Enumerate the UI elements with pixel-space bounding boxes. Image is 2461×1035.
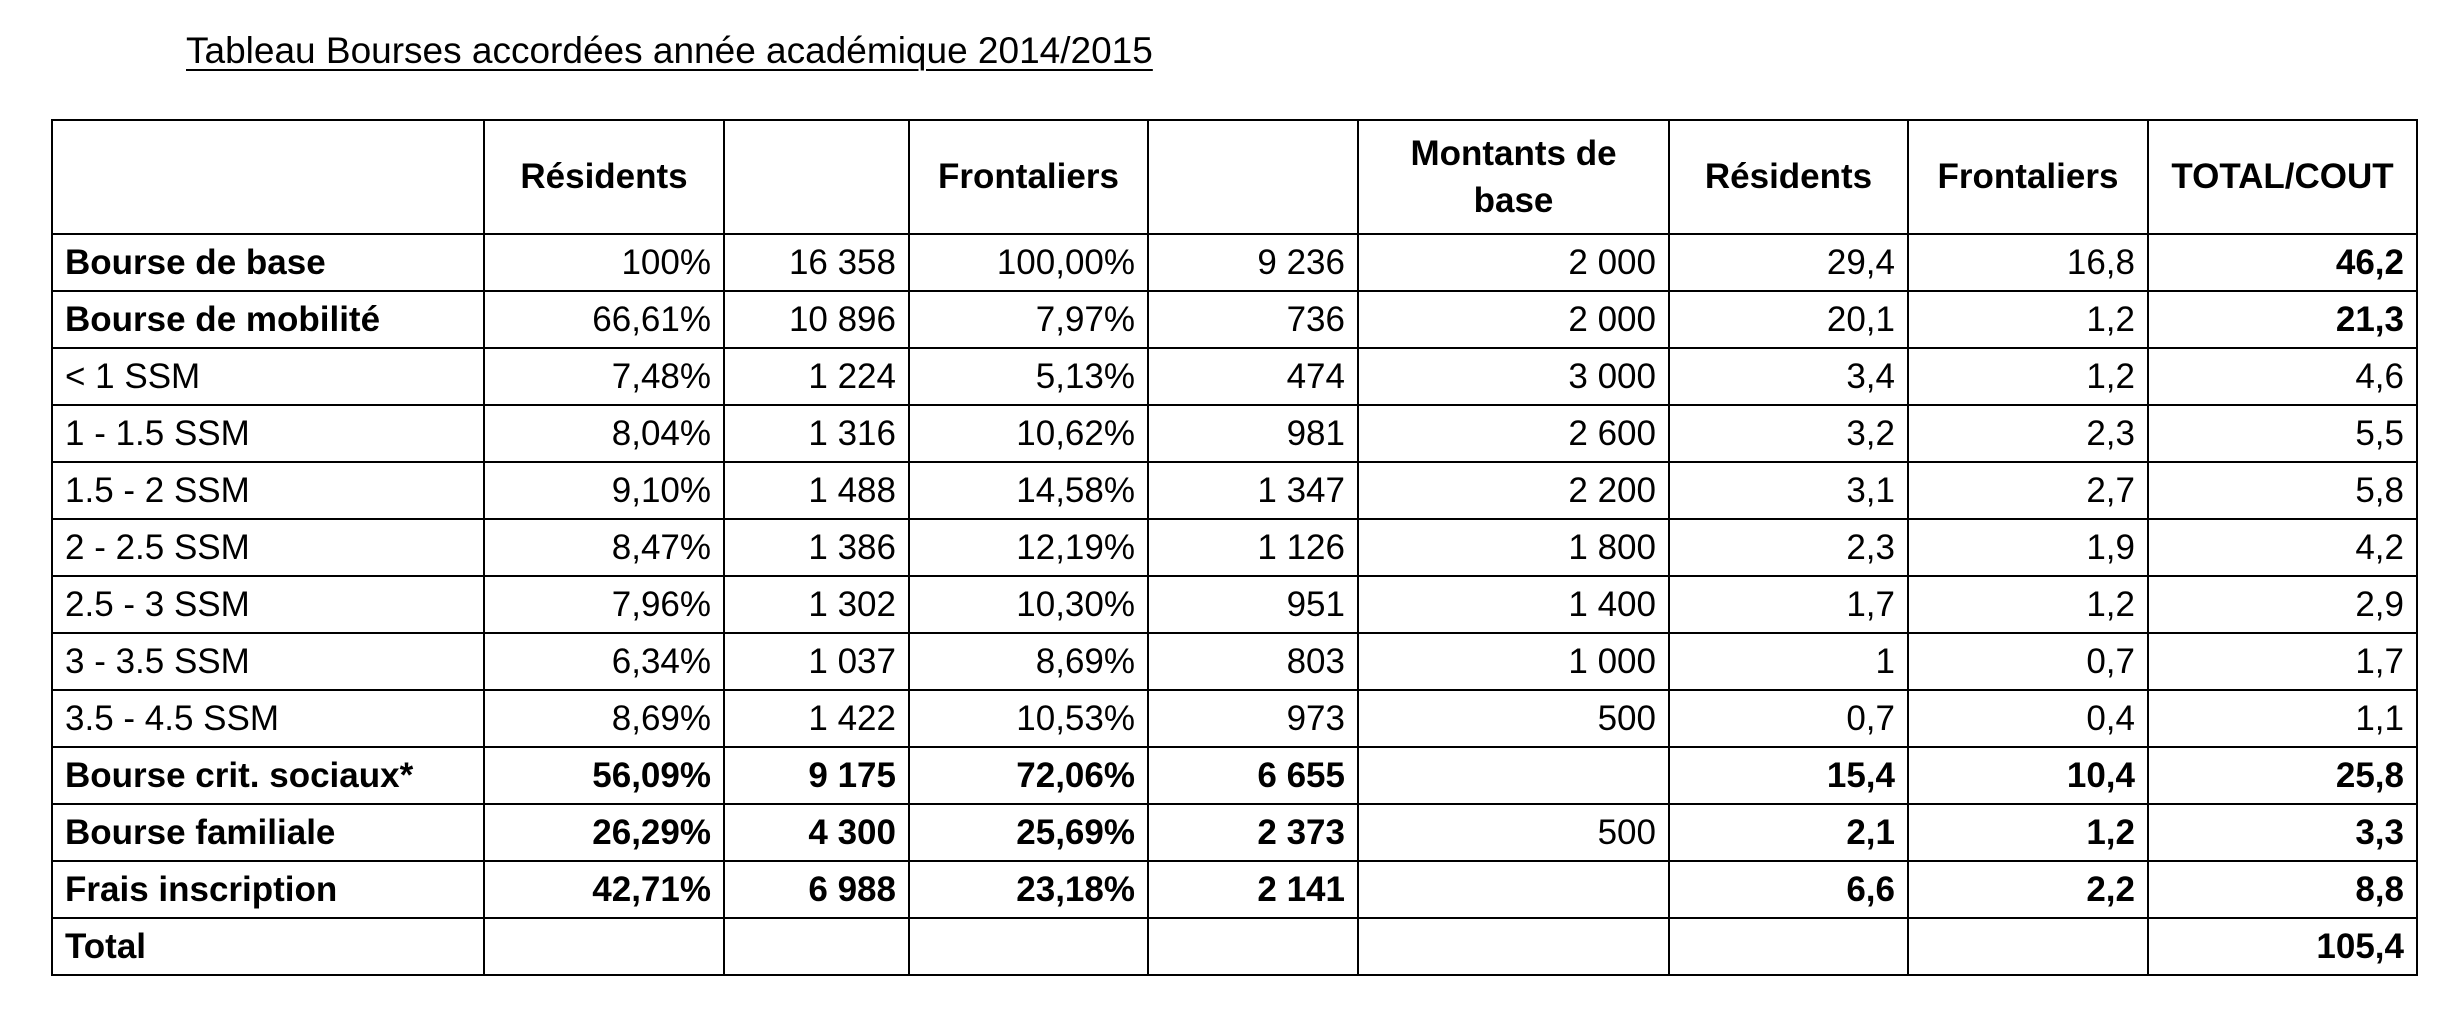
table-cell: 9 175	[724, 747, 909, 804]
table-cell: 1 316	[724, 405, 909, 462]
table-cell: 2 000	[1358, 291, 1669, 348]
table-cell: 3,3	[2148, 804, 2417, 861]
table-row	[52, 747, 2417, 804]
table-cell: 1,7	[1669, 576, 1908, 633]
table-cell: 7,48%	[484, 348, 724, 405]
table-cell: 981	[1148, 405, 1358, 462]
table-cell: 16 358	[724, 234, 909, 291]
table-cell: 16,8	[1908, 234, 2148, 291]
row-label: 3 - 3.5 SSM	[52, 633, 484, 690]
table-cell: 7,96%	[484, 576, 724, 633]
table-cell: 21,3	[2148, 291, 2417, 348]
table-cell: 500	[1358, 690, 1669, 747]
table-cell: 56,09%	[484, 747, 724, 804]
header-cell: TOTAL/COUT	[2148, 120, 2417, 234]
table-cell: 1 386	[724, 519, 909, 576]
table-cell: 8,8	[2148, 861, 2417, 918]
table-cell: 1,2	[1908, 804, 2148, 861]
row-label: 1 - 1.5 SSM	[52, 405, 484, 462]
row-label: < 1 SSM	[52, 348, 484, 405]
table-cell: 2 000	[1358, 234, 1669, 291]
header-cell: Résidents	[1669, 120, 1908, 234]
table-cell: 803	[1148, 633, 1358, 690]
table-cell: 0,7	[1908, 633, 2148, 690]
table-row	[52, 234, 2417, 291]
table-cell: 6 988	[724, 861, 909, 918]
table-cell: 1 347	[1148, 462, 1358, 519]
row-label: Bourse de base	[52, 234, 484, 291]
table-row	[52, 462, 2417, 519]
table-cell: 4,2	[2148, 519, 2417, 576]
header-cell: Frontaliers	[1908, 120, 2148, 234]
table-cell	[1358, 747, 1669, 804]
table-cell: 3 000	[1358, 348, 1669, 405]
table-cell: 5,5	[2148, 405, 2417, 462]
table-cell: 5,13%	[909, 348, 1148, 405]
table-cell: 8,69%	[484, 690, 724, 747]
table-cell: 1	[1669, 633, 1908, 690]
table-cell: 10,62%	[909, 405, 1148, 462]
table-cell: 66,61%	[484, 291, 724, 348]
table-cell: 0,4	[1908, 690, 2148, 747]
table-cell: 951	[1148, 576, 1358, 633]
table-cell: 1 126	[1148, 519, 1358, 576]
table-cell: 5,8	[2148, 462, 2417, 519]
table-cell: 2,9	[2148, 576, 2417, 633]
table-cell: 6,34%	[484, 633, 724, 690]
row-label: Bourse de mobilité	[52, 291, 484, 348]
table-cell: 1 000	[1358, 633, 1669, 690]
table-row	[52, 633, 2417, 690]
table-cell: 2,1	[1669, 804, 1908, 861]
table-cell: 8,69%	[909, 633, 1148, 690]
table-cell: 2 200	[1358, 462, 1669, 519]
row-label: 2 - 2.5 SSM	[52, 519, 484, 576]
header-cell	[52, 120, 484, 234]
header-cell	[1148, 120, 1358, 234]
table-cell	[1358, 861, 1669, 918]
table-cell: 973	[1148, 690, 1358, 747]
table-row	[52, 348, 2417, 405]
row-label: Total	[52, 918, 484, 975]
table-cell: 1,9	[1908, 519, 2148, 576]
table-row	[52, 519, 2417, 576]
table-cell: 3,4	[1669, 348, 1908, 405]
row-label: Frais inscription	[52, 861, 484, 918]
table-cell: 6 655	[1148, 747, 1358, 804]
grand-total-cell: 105,4	[2148, 918, 2417, 975]
table-cell: 8,04%	[484, 405, 724, 462]
row-label: 3.5 - 4.5 SSM	[52, 690, 484, 747]
table-row	[52, 405, 2417, 462]
table-cell: 1 224	[724, 348, 909, 405]
table-cell: 29,4	[1669, 234, 1908, 291]
table-cell: 474	[1148, 348, 1358, 405]
scholarship-table	[51, 119, 2418, 976]
table-cell: 72,06%	[909, 747, 1148, 804]
table-cell: 1,7	[2148, 633, 2417, 690]
table-cell: 1 800	[1358, 519, 1669, 576]
table-row	[52, 861, 2417, 918]
row-label: 1.5 - 2 SSM	[52, 462, 484, 519]
table-cell	[484, 918, 724, 975]
table-cell: 2,7	[1908, 462, 2148, 519]
document-title: Tableau Bourses accordées année académique 2014/2015	[186, 30, 1153, 71]
table-cell	[1669, 918, 1908, 975]
table-cell: 3,2	[1669, 405, 1908, 462]
table-cell: 10,53%	[909, 690, 1148, 747]
table-cell: 6,6	[1669, 861, 1908, 918]
header-cell: Résidents	[484, 120, 724, 234]
table-cell: 1,1	[2148, 690, 2417, 747]
table-cell: 100%	[484, 234, 724, 291]
table-cell: 500	[1358, 804, 1669, 861]
header-cell: Montants de base	[1358, 120, 1669, 234]
table-cell: 20,1	[1669, 291, 1908, 348]
table-cell: 2 373	[1148, 804, 1358, 861]
table-cell: 1,2	[1908, 291, 2148, 348]
table-cell: 0,7	[1669, 690, 1908, 747]
table-cell: 1 037	[724, 633, 909, 690]
table-cell: 14,58%	[909, 462, 1148, 519]
row-label: Bourse familiale	[52, 804, 484, 861]
table-cell: 23,18%	[909, 861, 1148, 918]
header-cell	[724, 120, 909, 234]
total-row	[52, 918, 2417, 975]
row-label: Bourse crit. sociaux*	[52, 747, 484, 804]
table-row	[52, 291, 2417, 348]
table-cell	[1908, 918, 2148, 975]
table-cell: 3,1	[1669, 462, 1908, 519]
table-cell: 26,29%	[484, 804, 724, 861]
table-cell: 4 300	[724, 804, 909, 861]
table-cell: 15,4	[1669, 747, 1908, 804]
table-cell	[909, 918, 1148, 975]
table-cell	[1358, 918, 1669, 975]
table-cell: 1 400	[1358, 576, 1669, 633]
table-row	[52, 576, 2417, 633]
table-cell: 1 488	[724, 462, 909, 519]
header-row	[52, 120, 2417, 234]
table-cell	[724, 918, 909, 975]
table-cell: 1,2	[1908, 348, 2148, 405]
table-row	[52, 690, 2417, 747]
table-cell: 10,4	[1908, 747, 2148, 804]
table-cell: 25,69%	[909, 804, 1148, 861]
header-cell: Frontaliers	[909, 120, 1148, 234]
table-cell: 1,2	[1908, 576, 2148, 633]
table-cell: 1 302	[724, 576, 909, 633]
table-cell: 1 422	[724, 690, 909, 747]
table-cell: 100,00%	[909, 234, 1148, 291]
table-row	[52, 804, 2417, 861]
table-cell	[1148, 918, 1358, 975]
table-cell: 10 896	[724, 291, 909, 348]
table-cell: 46,2	[2148, 234, 2417, 291]
table-cell: 9 236	[1148, 234, 1358, 291]
table-cell: 8,47%	[484, 519, 724, 576]
table-cell: 7,97%	[909, 291, 1148, 348]
table-cell: 10,30%	[909, 576, 1148, 633]
table-cell: 2 600	[1358, 405, 1669, 462]
table-cell: 736	[1148, 291, 1358, 348]
row-label: 2.5 - 3 SSM	[52, 576, 484, 633]
table-cell: 25,8	[2148, 747, 2417, 804]
table-cell: 4,6	[2148, 348, 2417, 405]
table-cell: 2 141	[1148, 861, 1358, 918]
table-cell: 2,3	[1669, 519, 1908, 576]
table-cell: 2,2	[1908, 861, 2148, 918]
table-cell: 9,10%	[484, 462, 724, 519]
table-cell: 42,71%	[484, 861, 724, 918]
table-cell: 12,19%	[909, 519, 1148, 576]
table-cell: 2,3	[1908, 405, 2148, 462]
